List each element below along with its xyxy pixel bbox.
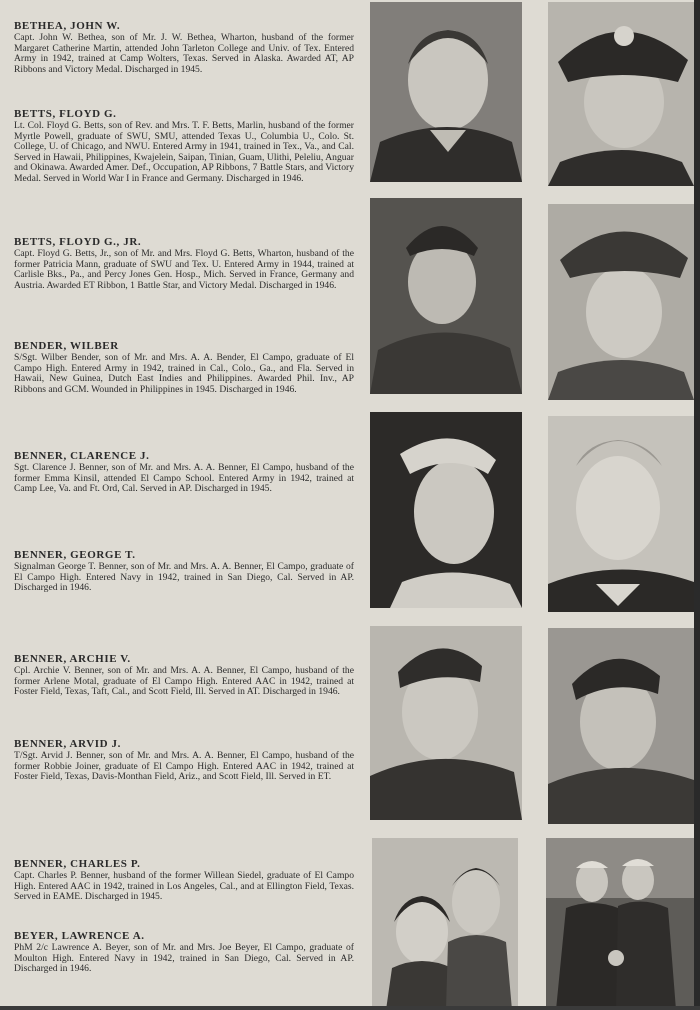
entry-beyer-lawrence bbox=[14, 930, 354, 975]
entry-bio: Signalman George T. Benner, son of Mr. and Mrs. A. A. Benner, El Campo, graduate of El Campo High. Entered Navy in 1942, trained in San Diego, Cal. Served in AP. Discharged in 1946. bbox=[14, 561, 354, 594]
entry-betts-floyd-jr bbox=[14, 236, 354, 291]
portrait-photo-benner-arvid bbox=[548, 628, 694, 824]
entry-name: BENNER, CLARENCE J. bbox=[14, 450, 150, 462]
portrait-image bbox=[546, 838, 694, 1010]
entry-benner-charles bbox=[14, 858, 354, 903]
entry-name: BENNER, ARVID J. bbox=[14, 738, 122, 750]
portrait-image bbox=[370, 2, 522, 182]
entry-name: BENDER, WILBER bbox=[14, 340, 119, 352]
portrait-image bbox=[548, 2, 694, 186]
page-edge-shadow bbox=[694, 0, 700, 1010]
entry-bio: T/Sgt. Arvid J. Benner, son of Mr. and Mrs. A. A. Benner, El Campo, husband of the former Robbie Joiner, graduate of El Campo High. Entered AAC in 1942, trained at Foster Field, Texas, Davis-Monthan Field, Ariz., and Scott Field, Ill. Served in ET. bbox=[14, 750, 354, 783]
entry-benner-clarence bbox=[14, 450, 354, 495]
portrait-image bbox=[548, 628, 694, 824]
entry-bio: Capt. John W. Bethea, son of Mr. J. W. Bethea, Wharton, husband of the former Margaret Catherine Martin, attended John Tarleton College and Univ. of Tex. Entered Army in 1942, trained at Camp Wolters, Texas. Served in Alaska. Awarded AT, AP Ribbons and Victory Medal. Discharged in 1945. bbox=[14, 32, 354, 75]
portrait-image bbox=[370, 198, 522, 394]
portrait-photo-betts-floyd-jr bbox=[370, 198, 522, 394]
portrait-photo-beyer-lawrence bbox=[546, 838, 694, 1010]
page-bottom-edge bbox=[0, 1006, 700, 1010]
entry-bio: Lt. Col. Floyd G. Betts, son of Rev. and Mrs. T. F. Betts, Marlin, husband of the former Myrtle Powell, graduate of SWU, SMU, attended Texas U., Columbia U., Colo. St. College, U. of Chicago, and NWU. Entered Army in 1941, trained in Tex., Va., and Cal. Served in Hawaii, Philippines, Kwajelein, Saipan, Tinian, Guam, Ulithi, Peleliu, Anguar and Okinawa. Awarded Amer. Def., Occupation, AP Ribbons, 7 Battle Stars, and Victory Medal. Served in World War I in France and Germany. Discharged in 1946. bbox=[14, 120, 354, 184]
entry-name: BETTS, FLOYD G. bbox=[14, 108, 117, 120]
portrait-image bbox=[548, 416, 694, 612]
entry-name: BENNER, CHARLES P. bbox=[14, 858, 141, 870]
portrait-photo-bender-wilber bbox=[548, 204, 694, 400]
entry-benner-archie bbox=[14, 653, 354, 698]
portrait-photo-betts-floyd bbox=[548, 2, 694, 186]
portrait-photo-benner-charles bbox=[372, 838, 518, 1010]
portrait-image bbox=[548, 204, 694, 400]
portrait-photo-bethea bbox=[370, 2, 522, 182]
portrait-photo-benner-archie bbox=[370, 626, 522, 820]
portrait-photo-benner-george bbox=[548, 416, 694, 612]
portrait-photo-benner-clarence bbox=[370, 412, 522, 608]
portrait-image bbox=[370, 626, 522, 820]
entry-bio: Capt. Floyd G. Betts, Jr., son of Mr. and Mrs. Floyd G. Betts, Wharton, husband of the former Patricia Mann, graduate of SWU and Tex. U. Entered Army in 1944, trained at Carlisle Bks., Pa., and Percy Jones Gen. Hosp., Mich. Served in France, Germany and Austria. Awarded ET Ribbon, 1 Battle Star, and Victory Medal. Discharged in 1946. bbox=[14, 248, 354, 291]
entry-name: BETHEA, JOHN W. bbox=[14, 20, 121, 32]
entry-bio: Sgt. Clarence J. Benner, son of Mr. and Mrs. A. A. Benner, El Campo, husband of the former Emma Kinsil, attended El Campo School. Entered Army in 1942, trained at Camp Lee, Va. and Ft. Ord, Cal. Served in AP. Discharged in 1945. bbox=[14, 462, 354, 495]
entry-name: BENNER, GEORGE T. bbox=[14, 549, 136, 561]
entry-name: BETTS, FLOYD G., JR. bbox=[14, 236, 142, 248]
entry-name: BEYER, LAWRENCE A. bbox=[14, 930, 145, 942]
entry-bender-wilber bbox=[14, 340, 354, 395]
entry-bio: Capt. Charles P. Benner, husband of the former Willean Siedel, graduate of El Campo High. Entered AAC in 1942, trained in Los Angeles, Cal., and at Ellington Field, Texas. Served in EAME. Discharged in 1945. bbox=[14, 870, 354, 903]
entry-bio: PhM 2/c Lawrence A. Beyer, son of Mr. and Mrs. Joe Beyer, El Campo, graduate of Moulton High. Entered Navy in 1942, trained in San Diego, Cal. Served in AP. Discharged in 1946. bbox=[14, 942, 354, 975]
portrait-image bbox=[370, 412, 522, 608]
entry-benner-george bbox=[14, 549, 354, 594]
entry-bethea-john bbox=[14, 20, 354, 75]
entry-betts-floyd bbox=[14, 108, 354, 185]
entry-bio: Cpl. Archie V. Benner, son of Mr. and Mrs. A. A. Benner, El Campo, husband of the former Arlene Motal, graduate of El Campo High. Entered AAC in 1942, trained at Foster Field, Texas, Taft, Cal., and Scott Field, Ill. Served in AT. Discharged in 1946. bbox=[14, 665, 354, 698]
entry-name: BENNER, ARCHIE V. bbox=[14, 653, 131, 665]
entry-bio: S/Sgt. Wilber Bender, son of Mr. and Mrs. A. A. Bender, El Campo, graduate of El Campo High. Entered Army in 1942, trained in Cal., Colo., Ga., and Fla. Served in Hawaii, New Guinea, Dutch East Indies and Philippines. Awarded Phil. Inv., AP Ribbons and GCM. Wounded in Philippines in 1945. Discharged in 1946. bbox=[14, 352, 354, 395]
portrait-image bbox=[372, 838, 518, 1010]
entry-benner-arvid bbox=[14, 738, 354, 783]
